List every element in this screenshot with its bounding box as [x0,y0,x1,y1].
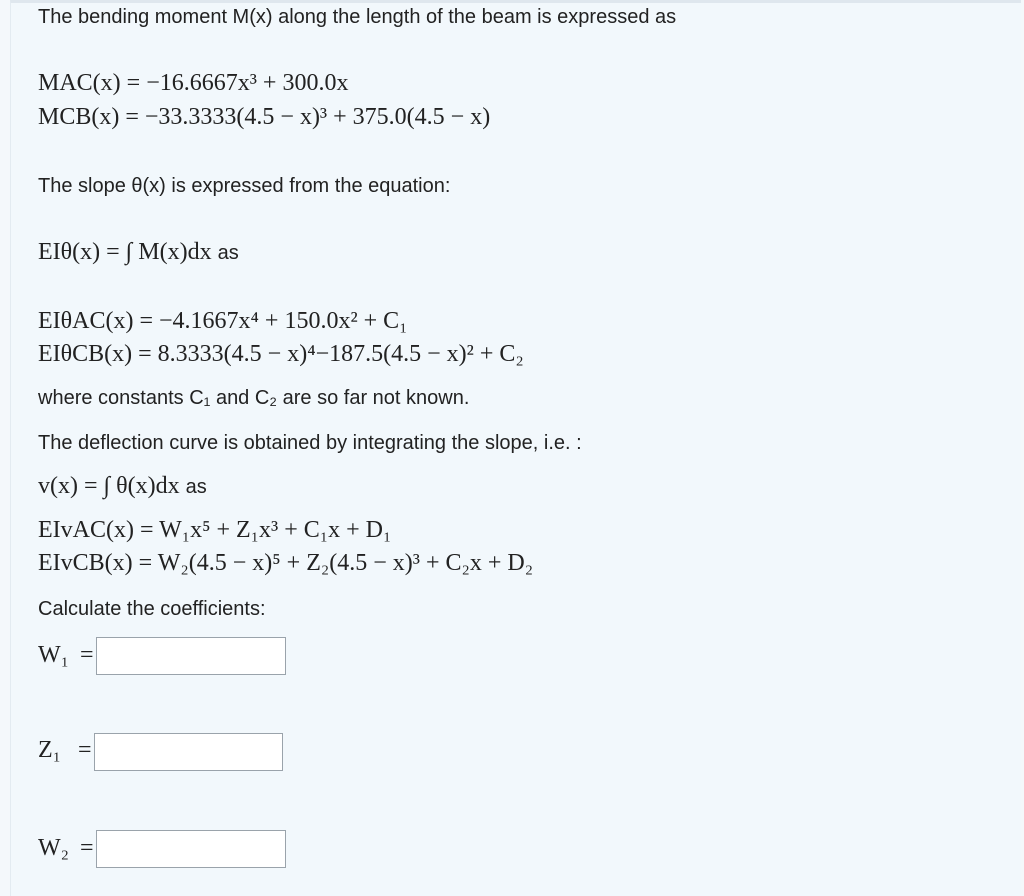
intro-text: The bending moment M(x) along the length of the beam is expressed as [38,6,677,28]
slope-integral-equation [38,239,239,266]
slope-integral-suffix: as [217,242,239,264]
answer-input-w2[interactable] [96,830,286,868]
answer-label-z1: Z₁ [38,737,62,763]
answer-input-z1[interactable] [94,733,283,771]
answer-equals-w2: = [80,835,94,861]
moment-equation-ac: MAC(x) = −16.6667x³ + 300.0x [38,70,349,96]
deflection-integral-equation [38,473,207,500]
deflection-integral-expression: v(x) = ∫ θ(x)dx [38,473,180,499]
deflection-integral-suffix: as [185,476,207,498]
slope-equation-ac: EIθAC(x) = −4.1667x⁴ + 150.0x² + C₁ [38,308,408,334]
slope-equation-cb: EIθCB(x) = 8.3333(4.5 − x)⁴−187.5(4.5 − x)² + C₂ [38,341,524,367]
deflection-equation-cb: EIvCB(x) = W₂(4.5 − x)⁵ + Z₂(4.5 − x)³ + C₂x + D₂ [38,550,534,576]
slope-intro-text: The slope θ(x) is expressed from the equation: [38,175,451,197]
answer-label-w1: W₁ [38,642,70,668]
deflection-intro-text: The deflection curve is obtained by integrating the slope, i.e. : [38,432,582,454]
deflection-equation-ac: EIvAC(x) = W₁x⁵ + Z₁x³ + C₁x + D₁ [38,517,392,543]
answer-equals-w1: = [80,642,94,668]
answer-label-w2: W₂ [38,835,70,861]
slope-integral-expression: EIθ(x) = ∫ M(x)dx [38,239,212,265]
calculate-prompt: Calculate the coefficients: [38,598,266,620]
answer-equals-z1: = [78,737,92,763]
moment-equation-cb: MCB(x) = −33.3333(4.5 − x)³ + 375.0(4.5 − x) [38,104,491,130]
constants-note: where constants C₁ and C₂ are so far not known. [38,387,470,409]
answer-input-w1[interactable] [96,637,286,675]
